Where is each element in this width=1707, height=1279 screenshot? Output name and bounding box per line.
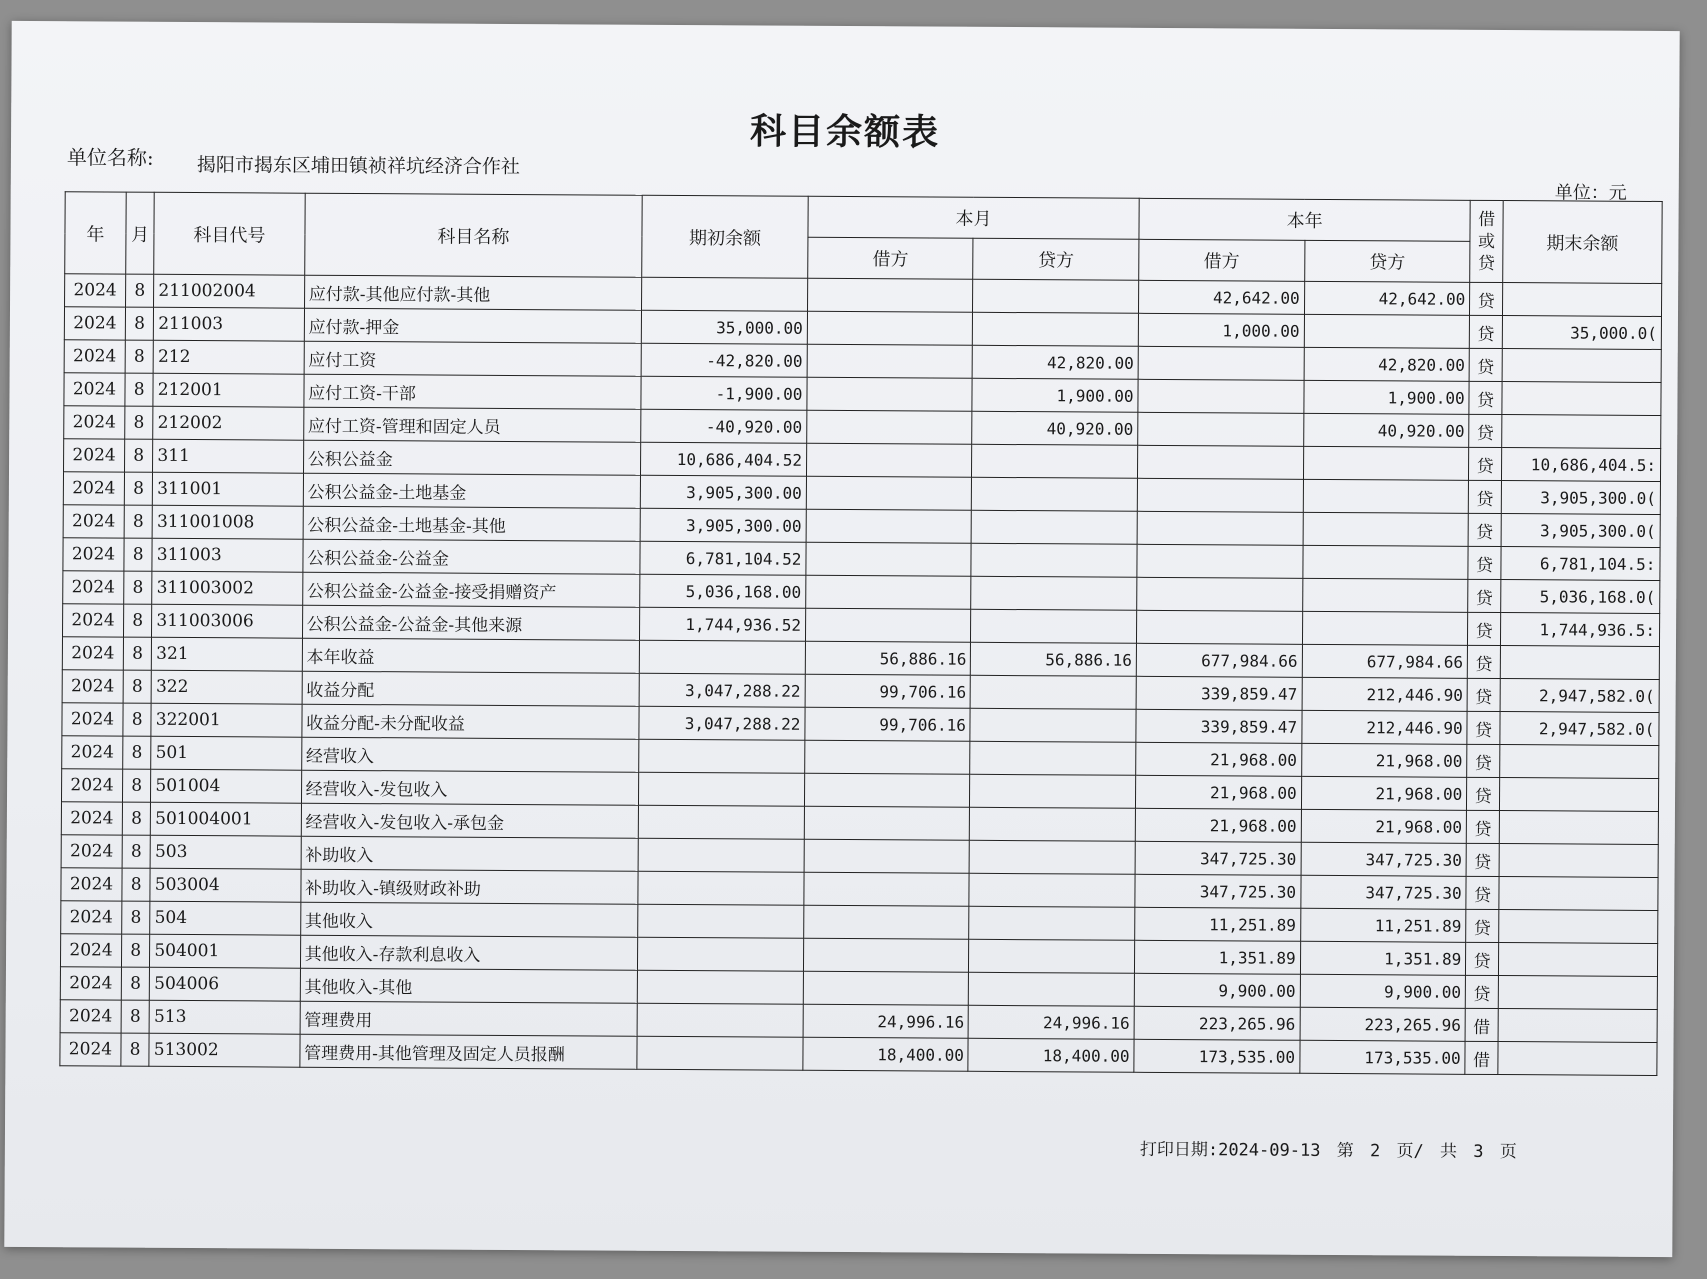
cell-direction: 贷 — [1469, 414, 1502, 447]
cell-month-debit — [806, 542, 972, 576]
cell-name: 公积公益金-公益金-其他来源 — [302, 605, 640, 640]
cell-closing: 3,905,300.0( — [1501, 514, 1660, 548]
cell-opening: -1,900.00 — [641, 376, 807, 410]
cell-opening: 10,686,404.52 — [641, 442, 807, 476]
cell-name: 公积公益金 — [303, 440, 641, 475]
cell-month-debit — [807, 410, 973, 444]
cell-year-debit: 11,251.89 — [1135, 907, 1301, 941]
cell-code: 501 — [151, 736, 302, 770]
cell-month-credit — [970, 708, 1136, 742]
cell-direction: 贷 — [1468, 513, 1501, 546]
cell-direction: 贷 — [1466, 843, 1499, 876]
cell-month: 8 — [124, 571, 153, 604]
cell-year-debit — [1137, 544, 1303, 578]
cell-opening — [637, 1036, 803, 1070]
cell-name: 本年收益 — [302, 638, 640, 673]
cell-name: 公积公益金-公益金-接受捐赠资产 — [302, 572, 640, 607]
cell-code: 311003 — [152, 538, 303, 572]
cell-year-debit: 21,968.00 — [1135, 808, 1301, 842]
cell-year: 2024 — [64, 373, 125, 406]
cell-year: 2024 — [62, 736, 123, 769]
cell-year: 2024 — [63, 472, 124, 505]
cell-year-credit: 21,968.00 — [1301, 743, 1467, 777]
cell-month-credit — [971, 609, 1137, 643]
cell-year-debit: 1,351.89 — [1135, 940, 1301, 974]
cell-opening — [638, 838, 804, 872]
cell-closing — [1500, 646, 1659, 680]
cell-closing — [1498, 976, 1657, 1010]
cell-closing: 2,947,582.0( — [1500, 679, 1659, 713]
cell-closing — [1499, 877, 1658, 911]
cell-year-credit: 212,446.90 — [1302, 710, 1468, 744]
cell-name: 公积公益金-土地基金-其他 — [303, 506, 641, 541]
cell-month-debit — [804, 872, 970, 906]
cell-closing: 5,036,168.0( — [1501, 580, 1660, 614]
cell-month-credit — [970, 741, 1136, 775]
cell-opening — [638, 970, 804, 1004]
cell-month-debit — [803, 938, 969, 972]
cell-year: 2024 — [61, 769, 122, 802]
cell-direction: 贷 — [1468, 546, 1501, 579]
cell-month: 8 — [123, 703, 152, 736]
page-prefix: 第 — [1336, 1141, 1354, 1162]
cell-month: 8 — [125, 340, 154, 373]
cell-opening: 1,744,936.52 — [640, 607, 806, 641]
cell-year-debit: 173,535.00 — [1134, 1039, 1300, 1073]
cell-year: 2024 — [63, 571, 124, 604]
cell-month-debit — [805, 608, 971, 642]
cell-code: 212 — [153, 340, 304, 374]
cell-direction: 借 — [1465, 1041, 1498, 1074]
cell-name: 公积公益金-公益金 — [303, 539, 641, 574]
cell-closing: 3,905,300.0( — [1501, 481, 1660, 515]
cell-opening — [639, 805, 805, 839]
cell-year-debit — [1138, 445, 1304, 479]
cell-year: 2024 — [62, 604, 123, 637]
cell-year: 2024 — [61, 835, 122, 868]
cell-year-credit: 347,725.30 — [1301, 875, 1467, 909]
cell-opening — [640, 640, 806, 674]
cell-opening: 3,047,288.22 — [639, 673, 805, 707]
cell-closing: 1,744,936.5: — [1500, 613, 1659, 647]
cell-year-debit: 347,725.30 — [1135, 841, 1301, 875]
cell-month-debit — [806, 476, 972, 510]
cell-month-credit: 42,820.00 — [973, 345, 1139, 379]
cell-closing — [1502, 415, 1661, 449]
cell-direction: 贷 — [1466, 942, 1499, 975]
document-sheet — [4, 21, 1679, 1257]
cell-direction: 贷 — [1466, 909, 1499, 942]
cell-name: 其他收入-其他 — [300, 968, 638, 1003]
cell-code: 504006 — [150, 967, 301, 1001]
cell-year-debit — [1138, 346, 1304, 380]
cell-month-credit — [970, 774, 1136, 808]
cell-closing: 35,000.0( — [1502, 316, 1661, 350]
cell-year-credit: 677,984.66 — [1302, 644, 1468, 678]
cell-year-credit: 9,900.00 — [1300, 974, 1466, 1008]
cell-year-credit — [1303, 446, 1469, 480]
cell-year-credit — [1302, 578, 1468, 612]
header-closing: 期末余额 — [1503, 201, 1663, 284]
header-this-month: 本月 — [808, 196, 1139, 239]
cell-month-debit — [803, 971, 969, 1005]
cell-month-debit — [807, 344, 973, 378]
cell-name: 公积公益金-土地基金 — [303, 473, 641, 508]
table-body — [60, 274, 1662, 1076]
cell-month-credit — [972, 477, 1138, 511]
cell-year-credit — [1303, 512, 1469, 546]
cell-closing — [1502, 382, 1661, 416]
cell-direction: 贷 — [1466, 876, 1499, 909]
cell-closing — [1498, 1042, 1657, 1076]
cell-code: 513 — [149, 1000, 300, 1034]
cell-month: 8 — [122, 868, 151, 901]
cell-closing: 6,781,104.5: — [1501, 547, 1660, 581]
cell-closing — [1500, 745, 1659, 779]
cell-month: 8 — [122, 835, 151, 868]
cell-direction: 贷 — [1465, 975, 1498, 1008]
cell-year-debit: 1,000.00 — [1138, 313, 1304, 347]
cell-year-credit: 21,968.00 — [1301, 809, 1467, 843]
cell-name: 应付工资-干部 — [304, 374, 642, 409]
cell-closing — [1502, 349, 1661, 383]
cell-name: 应付工资 — [304, 341, 642, 376]
cell-year-debit: 339,859.47 — [1136, 709, 1302, 743]
cell-year-credit — [1304, 314, 1470, 348]
cell-month-debit — [806, 443, 972, 477]
cell-direction: 贷 — [1469, 348, 1502, 381]
cell-month: 8 — [125, 307, 154, 340]
cell-year: 2024 — [62, 670, 123, 703]
cell-year-debit — [1137, 577, 1303, 611]
cell-year-debit — [1138, 379, 1304, 413]
cell-month-credit — [972, 444, 1138, 478]
cell-code: 311001 — [153, 472, 304, 506]
cell-year-credit: 42,642.00 — [1304, 281, 1470, 315]
cell-year-credit: 1,351.89 — [1300, 941, 1466, 975]
cell-month-debit — [807, 311, 973, 345]
cell-year-credit: 11,251.89 — [1300, 908, 1466, 942]
cell-direction: 贷 — [1467, 678, 1500, 711]
cell-direction: 贷 — [1468, 579, 1501, 612]
cell-month: 8 — [123, 637, 152, 670]
cell-year-debit: 9,900.00 — [1134, 973, 1300, 1007]
cell-year-debit — [1137, 511, 1303, 545]
cell-name: 补助收入 — [301, 836, 639, 871]
cell-month: 8 — [125, 439, 154, 472]
cell-name: 应付工资-管理和固定人员 — [303, 407, 641, 442]
cell-year: 2024 — [61, 868, 122, 901]
cell-month: 8 — [121, 1033, 150, 1066]
print-date: 打印日期:2024-09-13 — [1139, 1139, 1321, 1161]
cell-closing: 2,947,582.0( — [1500, 712, 1659, 746]
cell-year-debit: 42,642.00 — [1139, 280, 1305, 314]
cell-opening — [639, 772, 805, 806]
cell-month-debit: 99,706.16 — [805, 707, 971, 741]
cell-year-debit: 223,265.96 — [1134, 1006, 1300, 1040]
page-suffix: 页/ — [1396, 1141, 1424, 1162]
cell-year-credit: 212,446.90 — [1302, 677, 1468, 711]
header-month-debit: 借方 — [808, 237, 974, 279]
cell-month-credit — [973, 312, 1139, 346]
cell-month-credit — [972, 510, 1138, 544]
cell-closing — [1499, 844, 1658, 878]
cell-year-credit: 347,725.30 — [1301, 842, 1467, 876]
cell-year-credit: 1,900.00 — [1304, 380, 1470, 414]
cell-year: 2024 — [60, 1000, 121, 1033]
cell-year-debit: 339,859.47 — [1136, 676, 1302, 710]
cell-year-credit: 42,820.00 — [1304, 347, 1470, 381]
cell-direction: 贷 — [1467, 645, 1500, 678]
cell-direction: 贷 — [1470, 282, 1503, 315]
cell-opening: 3,905,300.00 — [641, 475, 807, 509]
cell-opening: 3,905,300.00 — [640, 508, 806, 542]
cell-opening: -40,920.00 — [641, 409, 807, 443]
cell-month-credit: 40,920.00 — [972, 411, 1138, 445]
cell-name: 管理费用-其他管理及固定人员报酬 — [300, 1034, 638, 1069]
header-opening: 期初余额 — [642, 195, 808, 278]
cell-year-debit: 347,725.30 — [1135, 874, 1301, 908]
cell-code: 513002 — [149, 1033, 300, 1067]
total-prefix: 共 — [1439, 1141, 1458, 1162]
cell-year: 2024 — [61, 901, 122, 934]
cell-year-debit — [1137, 478, 1303, 512]
cell-year: 2024 — [60, 967, 121, 1000]
cell-closing — [1499, 910, 1658, 944]
cell-opening — [638, 937, 804, 971]
cell-closing — [1499, 811, 1658, 845]
cell-year-credit: 21,968.00 — [1301, 776, 1467, 810]
cell-year: 2024 — [64, 439, 125, 472]
cell-code: 311003002 — [152, 571, 303, 605]
cell-month: 8 — [123, 670, 152, 703]
cell-code: 501004001 — [151, 802, 302, 836]
cell-month-credit — [971, 576, 1137, 610]
cell-month: 8 — [123, 604, 152, 637]
cell-direction: 贷 — [1467, 711, 1500, 744]
cell-direction: 贷 — [1469, 381, 1502, 414]
balance-table — [59, 191, 1662, 1076]
cell-year-debit: 21,968.00 — [1136, 742, 1302, 776]
cell-name: 其他收入-存款利息收入 — [300, 935, 638, 970]
cell-year: 2024 — [63, 538, 124, 571]
total-suffix: 页 — [1499, 1142, 1517, 1163]
cell-month-debit: 18,400.00 — [803, 1037, 969, 1071]
cell-year: 2024 — [65, 274, 126, 307]
cell-month-debit — [804, 839, 970, 873]
cell-year: 2024 — [60, 1033, 121, 1066]
header-code: 科目代号 — [154, 192, 305, 275]
cell-month-debit: 56,886.16 — [805, 641, 971, 675]
cell-closing — [1499, 778, 1658, 812]
cell-closing: 10,686,404.5: — [1501, 448, 1660, 482]
currency-unit: 单位：元 — [1554, 182, 1627, 204]
cell-opening — [638, 904, 804, 938]
cell-month-credit — [970, 840, 1136, 874]
cell-month: 8 — [122, 802, 151, 835]
cell-name: 经营收入-发包收入-承包金 — [301, 803, 639, 838]
cell-month-credit: 24,996.16 — [969, 1005, 1135, 1039]
cell-month-debit — [804, 806, 970, 840]
cell-opening — [637, 1003, 803, 1037]
cell-direction: 借 — [1465, 1008, 1498, 1041]
cell-month-credit — [969, 939, 1135, 973]
page-number: 2 — [1369, 1141, 1381, 1162]
cell-year-debit: 677,984.66 — [1136, 643, 1302, 677]
cell-name: 其他收入 — [300, 902, 638, 937]
cell-month: 8 — [124, 472, 153, 505]
cell-month-debit: 24,996.16 — [803, 1004, 969, 1038]
cell-code: 503004 — [150, 868, 301, 902]
cell-month-debit — [807, 377, 973, 411]
cell-direction: 贷 — [1470, 315, 1503, 348]
cell-month-credit — [969, 972, 1135, 1006]
cell-code: 311001008 — [152, 505, 303, 539]
cell-month: 8 — [124, 505, 153, 538]
cell-code: 322 — [151, 670, 302, 704]
unit-name: 揭阳市揭东区埔田镇祯祥坑经济合作社 — [196, 154, 520, 179]
cell-opening: 3,047,288.22 — [639, 706, 805, 740]
cell-month: 8 — [125, 373, 154, 406]
cell-month-debit — [804, 773, 970, 807]
cell-direction: 贷 — [1467, 777, 1500, 810]
cell-year-credit: 40,920.00 — [1303, 413, 1469, 447]
cell-month-credit — [969, 873, 1135, 907]
cell-month: 8 — [122, 769, 151, 802]
cell-year: 2024 — [64, 340, 125, 373]
cell-month: 8 — [121, 1000, 150, 1033]
cell-code: 211003 — [154, 307, 305, 341]
cell-opening: 5,036,168.00 — [640, 574, 806, 608]
cell-year-debit — [1138, 412, 1304, 446]
cell-direction: 贷 — [1468, 480, 1501, 513]
cell-month-credit — [971, 543, 1137, 577]
cell-opening — [639, 739, 805, 773]
header-direction: 借或贷 — [1470, 200, 1503, 282]
header-year-debit: 借方 — [1139, 239, 1305, 281]
cell-month-credit: 18,400.00 — [968, 1038, 1134, 1072]
cell-code: 501004 — [151, 769, 302, 803]
unit-label: 单位名称: — [66, 145, 154, 170]
cell-year-credit: 173,535.00 — [1299, 1040, 1465, 1074]
header-month: 月 — [126, 192, 155, 274]
cell-month: 8 — [124, 538, 153, 571]
cell-closing — [1502, 283, 1661, 317]
cell-name: 经营收入 — [301, 737, 639, 772]
cell-code: 504001 — [150, 934, 301, 968]
header-month-credit: 贷方 — [973, 238, 1139, 280]
cell-year-debit — [1137, 610, 1303, 644]
cell-opening — [642, 277, 808, 311]
cell-direction: 贷 — [1466, 810, 1499, 843]
cell-month: 8 — [122, 901, 151, 934]
cell-code: 311003006 — [152, 604, 303, 638]
cell-month: 8 — [123, 736, 152, 769]
cell-name: 经营收入-发包收入 — [301, 770, 639, 805]
cell-direction: 贷 — [1468, 612, 1501, 645]
cell-code: 504 — [150, 901, 301, 935]
cell-opening — [638, 871, 804, 905]
cell-month-credit: 56,886.16 — [971, 642, 1137, 676]
cell-month-credit — [969, 906, 1135, 940]
cell-year-credit — [1302, 611, 1468, 645]
cell-month-debit — [806, 575, 972, 609]
total-pages: 3 — [1473, 1141, 1484, 1162]
cell-opening: -42,820.00 — [641, 343, 807, 377]
cell-month-credit: 1,900.00 — [972, 378, 1138, 412]
header-name: 科目名称 — [304, 193, 642, 277]
header-year-credit: 贷方 — [1304, 240, 1470, 282]
cell-code: 311 — [153, 439, 304, 473]
cell-year-credit: 223,265.96 — [1300, 1007, 1466, 1041]
cell-year-credit — [1303, 479, 1469, 513]
cell-year: 2024 — [61, 802, 122, 835]
cell-direction: 贷 — [1469, 447, 1502, 480]
cell-opening: 6,781,104.52 — [640, 541, 806, 575]
cell-name: 补助收入-镇级财政补助 — [301, 869, 639, 904]
header-this-year: 本年 — [1139, 198, 1470, 241]
cell-closing — [1498, 943, 1657, 977]
cell-year-credit — [1303, 545, 1469, 579]
cell-code: 322001 — [151, 703, 302, 737]
cell-year-debit: 21,968.00 — [1136, 775, 1302, 809]
report-title: 科目余额表 — [749, 111, 941, 154]
cell-year: 2024 — [62, 703, 123, 736]
cell-year: 2024 — [60, 934, 121, 967]
cell-month-debit — [806, 509, 972, 543]
cell-name: 收益分配 — [302, 671, 640, 706]
cell-code: 321 — [152, 637, 303, 671]
cell-month: 8 — [126, 274, 155, 307]
cell-direction: 贷 — [1467, 744, 1500, 777]
cell-month-debit — [804, 905, 970, 939]
cell-month-debit: 99,706.16 — [805, 674, 971, 708]
cell-name: 收益分配-未分配收益 — [302, 704, 640, 739]
cell-month: 8 — [121, 934, 150, 967]
header-year: 年 — [65, 192, 126, 274]
cell-code: 212002 — [153, 406, 304, 440]
cell-opening: 35,000.00 — [642, 310, 808, 344]
cell-closing — [1498, 1009, 1657, 1043]
cell-code: 211002004 — [154, 274, 305, 308]
cell-month-credit — [971, 675, 1137, 709]
cell-month-credit — [973, 279, 1139, 313]
cell-year: 2024 — [64, 307, 125, 340]
cell-month-debit — [807, 278, 973, 312]
cell-name: 管理费用 — [300, 1001, 638, 1036]
cell-name: 应付款-押金 — [304, 308, 642, 343]
cell-year: 2024 — [64, 406, 125, 439]
cell-month: 8 — [121, 967, 150, 1000]
page-footer — [1140, 1135, 1523, 1162]
cell-year: 2024 — [63, 505, 124, 538]
cell-name: 应付款-其他应付款-其他 — [304, 275, 642, 310]
cell-code: 503 — [150, 835, 301, 869]
cell-month: 8 — [125, 406, 154, 439]
cell-year: 2024 — [62, 637, 123, 670]
cell-month-debit — [805, 740, 971, 774]
cell-month-credit — [970, 807, 1136, 841]
cell-code: 212001 — [153, 373, 304, 407]
